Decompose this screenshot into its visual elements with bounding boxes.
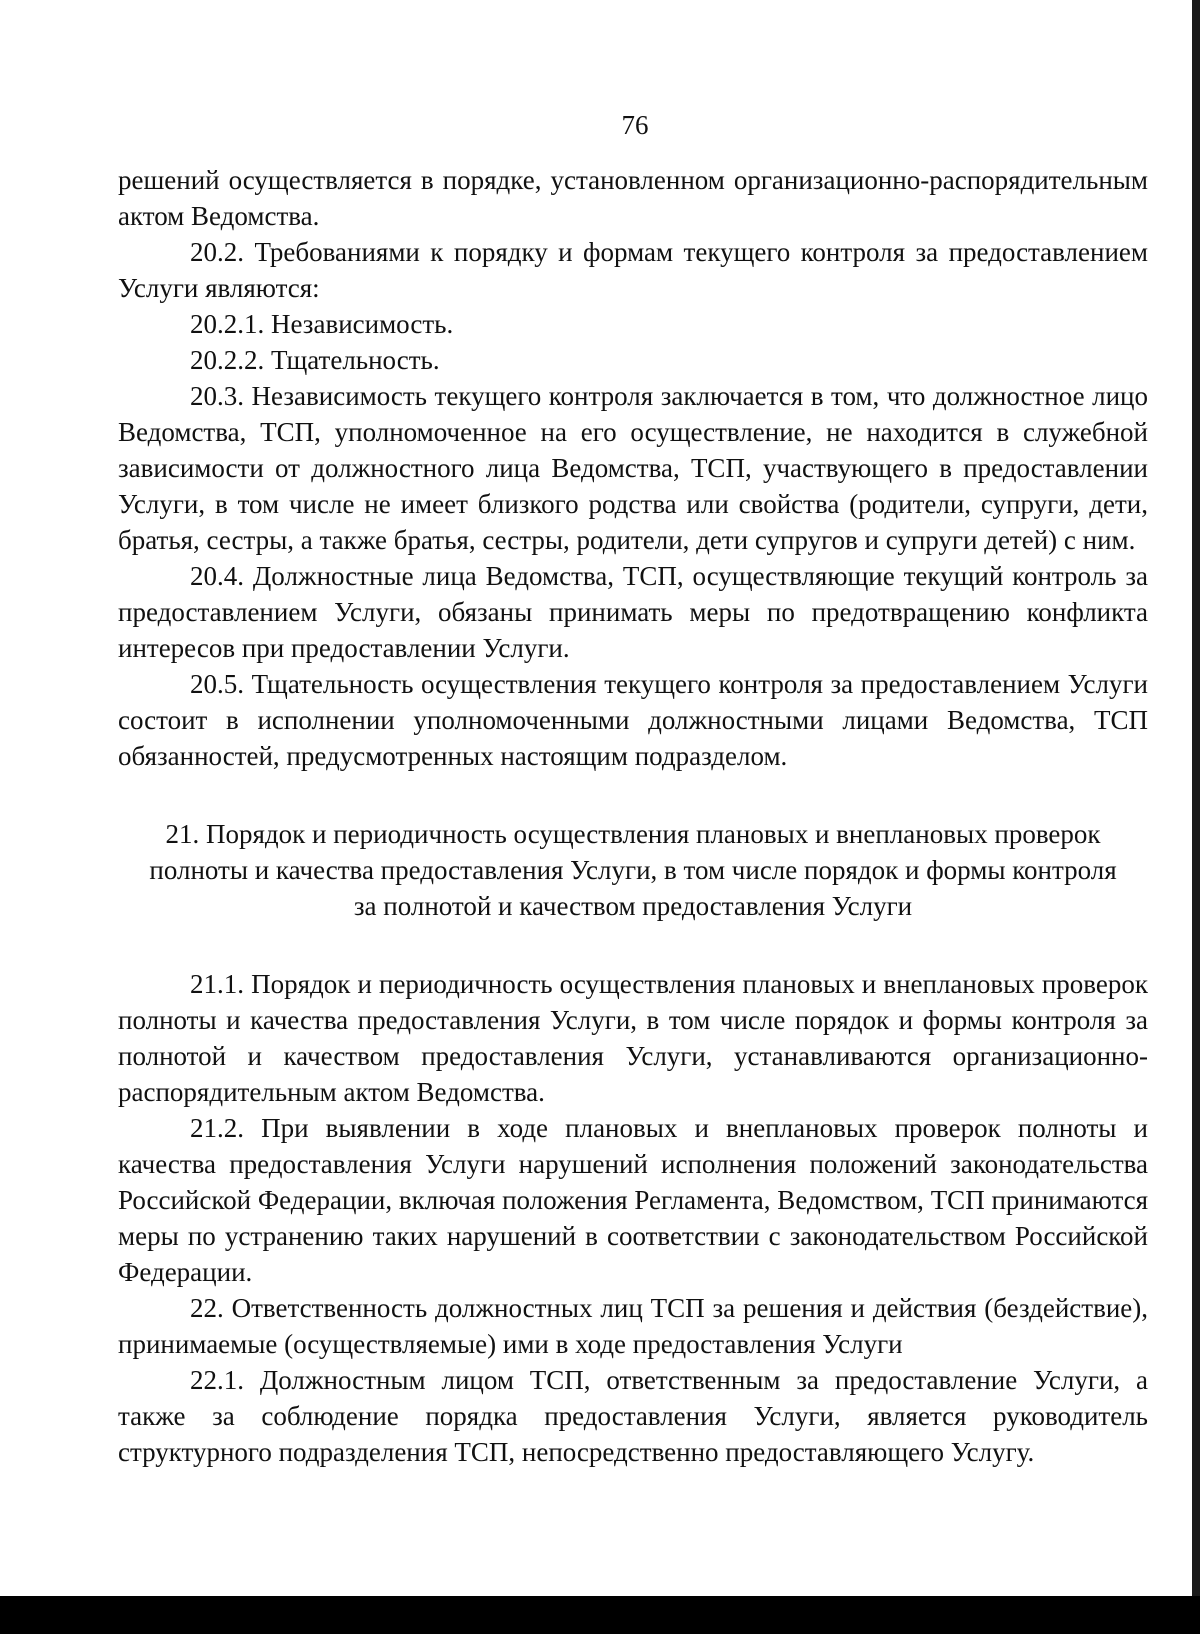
paragraph-20-3: 20.3. Независимость текущего контроля заключается в том, что должностное лицо Ведомства, ТСП, уполномоченное на его осуществление, не находится в служебной зависимости от должностного лица Ведомства, ТСП, участвующего в предоставлении Услуги, в том числе не имеет близкого родства или свойства (родители, супруги, дети, братья, сестры, а также братья, сестры, родители, дети супругов и супруги детей) с ним. bbox=[118, 381, 1148, 555]
scan-right-edge bbox=[1192, 0, 1200, 1634]
paragraph-20-2-1: 20.2.1. Независимость. bbox=[190, 309, 454, 339]
paragraph-20-4: 20.4. Должностные лица Ведомства, ТСП, осуществляющие текущий контроль за предоставлением Услуги, обязаны принимать меры по предотвращению конфликта интересов при предоставлении Услуги. bbox=[118, 561, 1148, 663]
paragraph-continuation: решений осуществляется в порядке, установленном организационно-распорядительным актом Ведомства. bbox=[118, 165, 1148, 231]
page-number: 76 bbox=[621, 110, 649, 140]
section-heading-21: 21. Порядок и периодичность осуществления плановых и внеплановых проверок полноты и качества предоставления Услуги, в том числе порядок и формы контроля за полнотой и качеством предоставления Услуги bbox=[149, 819, 1117, 921]
document-body bbox=[118, 162, 1148, 1470]
paragraph-21-1: 21.1. Порядок и периодичность осуществления плановых и внеплановых проверок полноты и качества предоставления Услуги, в том числе порядок и формы контроля за полнотой и качеством предоставления Услуги, устанавливаются организационно-распорядительным актом Ведомства. bbox=[118, 969, 1148, 1107]
paragraph-22: 22. Ответственность должностных лиц ТСП за решения и действия (бездействие), принимаемые (осуществляемые) ими в ходе предоставления Услуги bbox=[118, 1293, 1148, 1359]
paragraph-20-2-2: 20.2.2. Тщательность. bbox=[190, 345, 440, 375]
paragraph-20-2: 20.2. Требованиями к порядку и формам текущего контроля за предоставлением Услуги являются: bbox=[118, 237, 1148, 303]
paragraph-20-5: 20.5. Тщательность осуществления текущего контроля за предоставлением Услуги состоит в исполнении уполномоченными должностными лицами Ведомства, ТСП обязанностей, предусмотренных настоящим подразделом. bbox=[118, 669, 1148, 771]
paragraph-22-1: 22.1. Должностным лицом ТСП, ответственным за предоставление Услуги, а также за соблюдение порядка предоставления Услуги, является руководитель структурного подразделения ТСП, непосредственно предоставляющего Услугу. bbox=[118, 1365, 1148, 1467]
scan-bottom-band bbox=[0, 1596, 1200, 1634]
paragraph-21-2: 21.2. При выявлении в ходе плановых и внеплановых проверок полноты и качества предоставления Услуги нарушений исполнения положений законодательства Российской Федерации, включая положения Регламента, Ведомством, ТСП принимаются меры по устранению таких нарушений в соответствии с законодательством Российской Федерации. bbox=[118, 1113, 1148, 1287]
